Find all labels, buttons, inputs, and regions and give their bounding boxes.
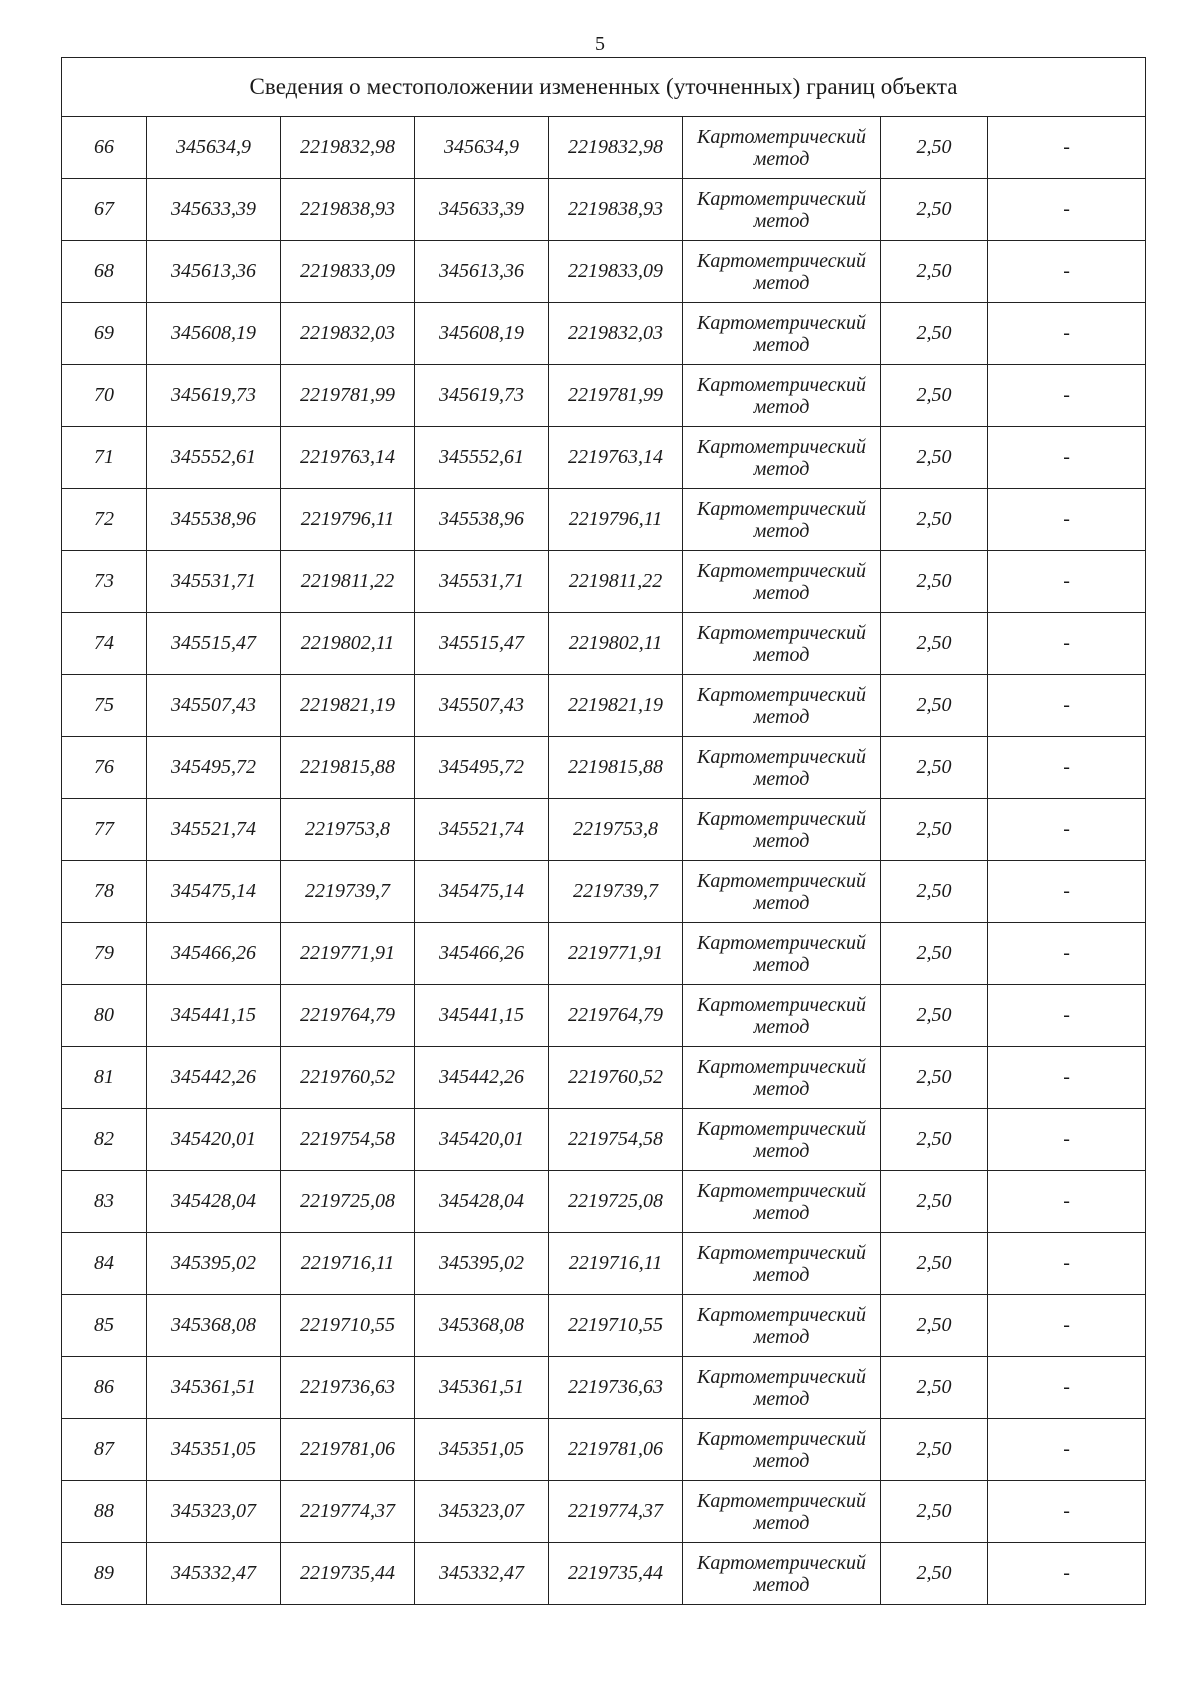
note-value: - (988, 923, 1146, 985)
new-x-coordinate: 345507,43 (415, 675, 549, 737)
table-row (62, 365, 1146, 427)
note-value: - (988, 985, 1146, 1047)
new-x-coordinate: 345613,36 (415, 241, 549, 303)
existing-x-coordinate: 345466,26 (147, 923, 281, 985)
method-line-1: Картометрический (697, 1241, 866, 1264)
note-value: - (988, 737, 1146, 799)
note-value: - (988, 365, 1146, 427)
method-line-1: Картометрический (697, 373, 866, 396)
table-row (62, 1109, 1146, 1171)
new-y-coordinate: 2219796,11 (549, 489, 683, 551)
method-line-2: метод (753, 1573, 810, 1596)
existing-y-coordinate: 2219796,11 (281, 489, 415, 551)
new-y-coordinate: 2219736,63 (549, 1357, 683, 1419)
new-x-coordinate: 345428,04 (415, 1171, 549, 1233)
method-line-1: Картометрический (697, 559, 866, 582)
determination-method (683, 303, 881, 365)
new-y-coordinate: 2219832,98 (549, 117, 683, 179)
note-value: - (988, 427, 1146, 489)
table-row (62, 489, 1146, 551)
determination-method (683, 1109, 881, 1171)
method-line-1: Картометрический (697, 869, 866, 892)
method-line-2: метод (753, 953, 810, 976)
point-number: 78 (62, 861, 147, 923)
new-y-coordinate: 2219764,79 (549, 985, 683, 1047)
method-line-2: метод (753, 1201, 810, 1224)
determination-method (683, 1295, 881, 1357)
new-y-coordinate: 2219774,37 (549, 1481, 683, 1543)
new-y-coordinate: 2219781,06 (549, 1419, 683, 1481)
point-number: 85 (62, 1295, 147, 1357)
method-line-2: метод (753, 457, 810, 480)
table-row (62, 675, 1146, 737)
existing-y-coordinate: 2219781,06 (281, 1419, 415, 1481)
existing-x-coordinate: 345552,61 (147, 427, 281, 489)
note-value: - (988, 551, 1146, 613)
method-line-1: Картометрический (697, 249, 866, 272)
existing-x-coordinate: 345332,47 (147, 1543, 281, 1605)
new-x-coordinate: 345442,26 (415, 1047, 549, 1109)
existing-x-coordinate: 345428,04 (147, 1171, 281, 1233)
method-line-2: метод (753, 1077, 810, 1100)
determination-method (683, 117, 881, 179)
existing-y-coordinate: 2219815,88 (281, 737, 415, 799)
method-line-2: метод (753, 829, 810, 852)
accuracy-value: 2,50 (881, 117, 988, 179)
table-row (62, 737, 1146, 799)
point-number: 68 (62, 241, 147, 303)
table-row (62, 241, 1146, 303)
point-number: 72 (62, 489, 147, 551)
existing-x-coordinate: 345633,39 (147, 179, 281, 241)
existing-y-coordinate: 2219753,8 (281, 799, 415, 861)
existing-y-coordinate: 2219811,22 (281, 551, 415, 613)
new-y-coordinate: 2219753,8 (549, 799, 683, 861)
new-y-coordinate: 2219833,09 (549, 241, 683, 303)
existing-y-coordinate: 2219716,11 (281, 1233, 415, 1295)
new-x-coordinate: 345634,9 (415, 117, 549, 179)
new-y-coordinate: 2219821,19 (549, 675, 683, 737)
existing-y-coordinate: 2219764,79 (281, 985, 415, 1047)
new-y-coordinate: 2219802,11 (549, 613, 683, 675)
table-row (62, 985, 1146, 1047)
method-line-2: метод (753, 333, 810, 356)
existing-y-coordinate: 2219832,03 (281, 303, 415, 365)
existing-x-coordinate: 345441,15 (147, 985, 281, 1047)
note-value: - (988, 1357, 1146, 1419)
table-row (62, 1481, 1146, 1543)
method-line-1: Картометрический (697, 745, 866, 768)
point-number: 87 (62, 1419, 147, 1481)
method-line-2: метод (753, 891, 810, 914)
existing-x-coordinate: 345634,9 (147, 117, 281, 179)
new-x-coordinate: 345538,96 (415, 489, 549, 551)
point-number: 84 (62, 1233, 147, 1295)
new-x-coordinate: 345323,07 (415, 1481, 549, 1543)
determination-method (683, 799, 881, 861)
determination-method (683, 489, 881, 551)
point-number: 73 (62, 551, 147, 613)
method-line-1: Картометрический (697, 1179, 866, 1202)
method-line-2: метод (753, 147, 810, 170)
method-line-1: Картометрический (697, 931, 866, 954)
accuracy-value: 2,50 (881, 1419, 988, 1481)
new-y-coordinate: 2219838,93 (549, 179, 683, 241)
table-row (62, 923, 1146, 985)
accuracy-value: 2,50 (881, 1543, 988, 1605)
boundary-coordinates-table (61, 57, 1146, 1605)
note-value: - (988, 303, 1146, 365)
note-value: - (988, 241, 1146, 303)
accuracy-value: 2,50 (881, 1171, 988, 1233)
determination-method (683, 613, 881, 675)
accuracy-value: 2,50 (881, 365, 988, 427)
method-line-1: Картометрический (697, 683, 866, 706)
table-row (62, 179, 1146, 241)
determination-method (683, 861, 881, 923)
determination-method (683, 241, 881, 303)
method-line-1: Картометрический (697, 1551, 866, 1574)
table-row (62, 551, 1146, 613)
existing-y-coordinate: 2219739,7 (281, 861, 415, 923)
existing-x-coordinate: 345420,01 (147, 1109, 281, 1171)
new-x-coordinate: 345633,39 (415, 179, 549, 241)
note-value: - (988, 1109, 1146, 1171)
new-x-coordinate: 345619,73 (415, 365, 549, 427)
existing-y-coordinate: 2219725,08 (281, 1171, 415, 1233)
existing-x-coordinate: 345368,08 (147, 1295, 281, 1357)
new-x-coordinate: 345531,71 (415, 551, 549, 613)
method-line-1: Картометрический (697, 807, 866, 830)
accuracy-value: 2,50 (881, 1109, 988, 1171)
note-value: - (988, 179, 1146, 241)
accuracy-value: 2,50 (881, 675, 988, 737)
method-line-2: метод (753, 1139, 810, 1162)
existing-y-coordinate: 2219833,09 (281, 241, 415, 303)
existing-y-coordinate: 2219821,19 (281, 675, 415, 737)
determination-method (683, 1481, 881, 1543)
note-value: - (988, 117, 1146, 179)
method-line-1: Картометрический (697, 1489, 866, 1512)
new-y-coordinate: 2219760,52 (549, 1047, 683, 1109)
existing-x-coordinate: 345515,47 (147, 613, 281, 675)
new-y-coordinate: 2219710,55 (549, 1295, 683, 1357)
accuracy-value: 2,50 (881, 613, 988, 675)
table-row (62, 1543, 1146, 1605)
new-y-coordinate: 2219716,11 (549, 1233, 683, 1295)
new-x-coordinate: 345515,47 (415, 613, 549, 675)
point-number: 66 (62, 117, 147, 179)
new-y-coordinate: 2219725,08 (549, 1171, 683, 1233)
existing-y-coordinate: 2219774,37 (281, 1481, 415, 1543)
note-value: - (988, 1171, 1146, 1233)
new-x-coordinate: 345395,02 (415, 1233, 549, 1295)
method-line-1: Картометрический (697, 993, 866, 1016)
table-caption-row (62, 58, 1146, 117)
point-number: 82 (62, 1109, 147, 1171)
table-row (62, 1171, 1146, 1233)
table-row (62, 427, 1146, 489)
accuracy-value: 2,50 (881, 1357, 988, 1419)
existing-y-coordinate: 2219832,98 (281, 117, 415, 179)
method-line-1: Картометрический (697, 125, 866, 148)
method-line-2: метод (753, 1387, 810, 1410)
method-line-2: метод (753, 1015, 810, 1038)
method-line-2: метод (753, 1511, 810, 1534)
accuracy-value: 2,50 (881, 737, 988, 799)
existing-x-coordinate: 345395,02 (147, 1233, 281, 1295)
note-value: - (988, 1047, 1146, 1109)
method-line-1: Картометрический (697, 1055, 866, 1078)
table-row (62, 1295, 1146, 1357)
page-number: 5 (595, 33, 605, 55)
accuracy-value: 2,50 (881, 179, 988, 241)
table-row (62, 1419, 1146, 1481)
point-number: 81 (62, 1047, 147, 1109)
table-row (62, 1233, 1146, 1295)
method-line-2: метод (753, 705, 810, 728)
note-value: - (988, 1419, 1146, 1481)
method-line-1: Картометрический (697, 1303, 866, 1326)
point-number: 80 (62, 985, 147, 1047)
method-line-2: метод (753, 581, 810, 604)
determination-method (683, 737, 881, 799)
note-value: - (988, 1233, 1146, 1295)
existing-x-coordinate: 345613,36 (147, 241, 281, 303)
new-x-coordinate: 345361,51 (415, 1357, 549, 1419)
table-row (62, 613, 1146, 675)
table-row (62, 117, 1146, 179)
accuracy-value: 2,50 (881, 1233, 988, 1295)
existing-y-coordinate: 2219760,52 (281, 1047, 415, 1109)
point-number: 79 (62, 923, 147, 985)
method-line-1: Картометрический (697, 621, 866, 644)
accuracy-value: 2,50 (881, 427, 988, 489)
method-line-2: метод (753, 1325, 810, 1348)
method-line-1: Картометрический (697, 311, 866, 334)
note-value: - (988, 799, 1146, 861)
new-x-coordinate: 345332,47 (415, 1543, 549, 1605)
new-y-coordinate: 2219815,88 (549, 737, 683, 799)
method-line-1: Картометрический (697, 1365, 866, 1388)
determination-method (683, 1171, 881, 1233)
point-number: 75 (62, 675, 147, 737)
new-y-coordinate: 2219754,58 (549, 1109, 683, 1171)
table-caption: Сведения о местоположении измененных (уточненных) границ объекта (62, 58, 1146, 117)
method-line-2: метод (753, 643, 810, 666)
method-line-2: метод (753, 767, 810, 790)
existing-x-coordinate: 345475,14 (147, 861, 281, 923)
existing-x-coordinate: 345323,07 (147, 1481, 281, 1543)
method-line-2: метод (753, 271, 810, 294)
note-value: - (988, 1543, 1146, 1605)
existing-y-coordinate: 2219802,11 (281, 613, 415, 675)
determination-method (683, 427, 881, 489)
accuracy-value: 2,50 (881, 303, 988, 365)
existing-x-coordinate: 345442,26 (147, 1047, 281, 1109)
new-x-coordinate: 345351,05 (415, 1419, 549, 1481)
existing-x-coordinate: 345495,72 (147, 737, 281, 799)
point-number: 70 (62, 365, 147, 427)
point-number: 69 (62, 303, 147, 365)
new-y-coordinate: 2219771,91 (549, 923, 683, 985)
existing-y-coordinate: 2219710,55 (281, 1295, 415, 1357)
accuracy-value: 2,50 (881, 241, 988, 303)
note-value: - (988, 1481, 1146, 1543)
new-x-coordinate: 345608,19 (415, 303, 549, 365)
determination-method (683, 1233, 881, 1295)
method-line-1: Картометрический (697, 1427, 866, 1450)
new-y-coordinate: 2219735,44 (549, 1543, 683, 1605)
table-row (62, 303, 1146, 365)
existing-y-coordinate: 2219763,14 (281, 427, 415, 489)
note-value: - (988, 861, 1146, 923)
new-x-coordinate: 345495,72 (415, 737, 549, 799)
point-number: 71 (62, 427, 147, 489)
existing-y-coordinate: 2219781,99 (281, 365, 415, 427)
point-number: 86 (62, 1357, 147, 1419)
existing-x-coordinate: 345521,74 (147, 799, 281, 861)
determination-method (683, 1419, 881, 1481)
point-number: 67 (62, 179, 147, 241)
determination-method (683, 1543, 881, 1605)
new-y-coordinate: 2219763,14 (549, 427, 683, 489)
point-number: 83 (62, 1171, 147, 1233)
existing-y-coordinate: 2219771,91 (281, 923, 415, 985)
existing-x-coordinate: 345619,73 (147, 365, 281, 427)
table-row (62, 1047, 1146, 1109)
existing-x-coordinate: 345531,71 (147, 551, 281, 613)
new-y-coordinate: 2219781,99 (549, 365, 683, 427)
new-y-coordinate: 2219811,22 (549, 551, 683, 613)
point-number: 77 (62, 799, 147, 861)
determination-method (683, 1047, 881, 1109)
existing-x-coordinate: 345538,96 (147, 489, 281, 551)
existing-x-coordinate: 345361,51 (147, 1357, 281, 1419)
method-line-1: Картометрический (697, 435, 866, 458)
note-value: - (988, 489, 1146, 551)
point-number: 88 (62, 1481, 147, 1543)
determination-method (683, 923, 881, 985)
determination-method (683, 1357, 881, 1419)
point-number: 76 (62, 737, 147, 799)
accuracy-value: 2,50 (881, 861, 988, 923)
table-row (62, 799, 1146, 861)
existing-x-coordinate: 345351,05 (147, 1419, 281, 1481)
method-line-1: Картометрический (697, 1117, 866, 1140)
new-x-coordinate: 345521,74 (415, 799, 549, 861)
note-value: - (988, 613, 1146, 675)
existing-y-coordinate: 2219754,58 (281, 1109, 415, 1171)
existing-x-coordinate: 345507,43 (147, 675, 281, 737)
new-x-coordinate: 345466,26 (415, 923, 549, 985)
new-x-coordinate: 345552,61 (415, 427, 549, 489)
determination-method (683, 675, 881, 737)
method-line-2: метод (753, 1449, 810, 1472)
determination-method (683, 179, 881, 241)
new-x-coordinate: 345441,15 (415, 985, 549, 1047)
new-x-coordinate: 345420,01 (415, 1109, 549, 1171)
point-number: 89 (62, 1543, 147, 1605)
accuracy-value: 2,50 (881, 985, 988, 1047)
note-value: - (988, 1295, 1146, 1357)
existing-x-coordinate: 345608,19 (147, 303, 281, 365)
accuracy-value: 2,50 (881, 1295, 988, 1357)
method-line-2: метод (753, 209, 810, 232)
table-row (62, 861, 1146, 923)
determination-method (683, 551, 881, 613)
new-x-coordinate: 345475,14 (415, 861, 549, 923)
method-line-2: метод (753, 395, 810, 418)
accuracy-value: 2,50 (881, 799, 988, 861)
existing-y-coordinate: 2219736,63 (281, 1357, 415, 1419)
method-line-1: Картометрический (697, 187, 866, 210)
accuracy-value: 2,50 (881, 551, 988, 613)
method-line-2: метод (753, 519, 810, 542)
accuracy-value: 2,50 (881, 1481, 988, 1543)
determination-method (683, 365, 881, 427)
method-line-2: метод (753, 1263, 810, 1286)
new-y-coordinate: 2219739,7 (549, 861, 683, 923)
determination-method (683, 985, 881, 1047)
table-row (62, 1357, 1146, 1419)
existing-y-coordinate: 2219735,44 (281, 1543, 415, 1605)
new-y-coordinate: 2219832,03 (549, 303, 683, 365)
accuracy-value: 2,50 (881, 1047, 988, 1109)
new-x-coordinate: 345368,08 (415, 1295, 549, 1357)
point-number: 74 (62, 613, 147, 675)
accuracy-value: 2,50 (881, 923, 988, 985)
existing-y-coordinate: 2219838,93 (281, 179, 415, 241)
method-line-1: Картометрический (697, 497, 866, 520)
accuracy-value: 2,50 (881, 489, 988, 551)
note-value: - (988, 675, 1146, 737)
